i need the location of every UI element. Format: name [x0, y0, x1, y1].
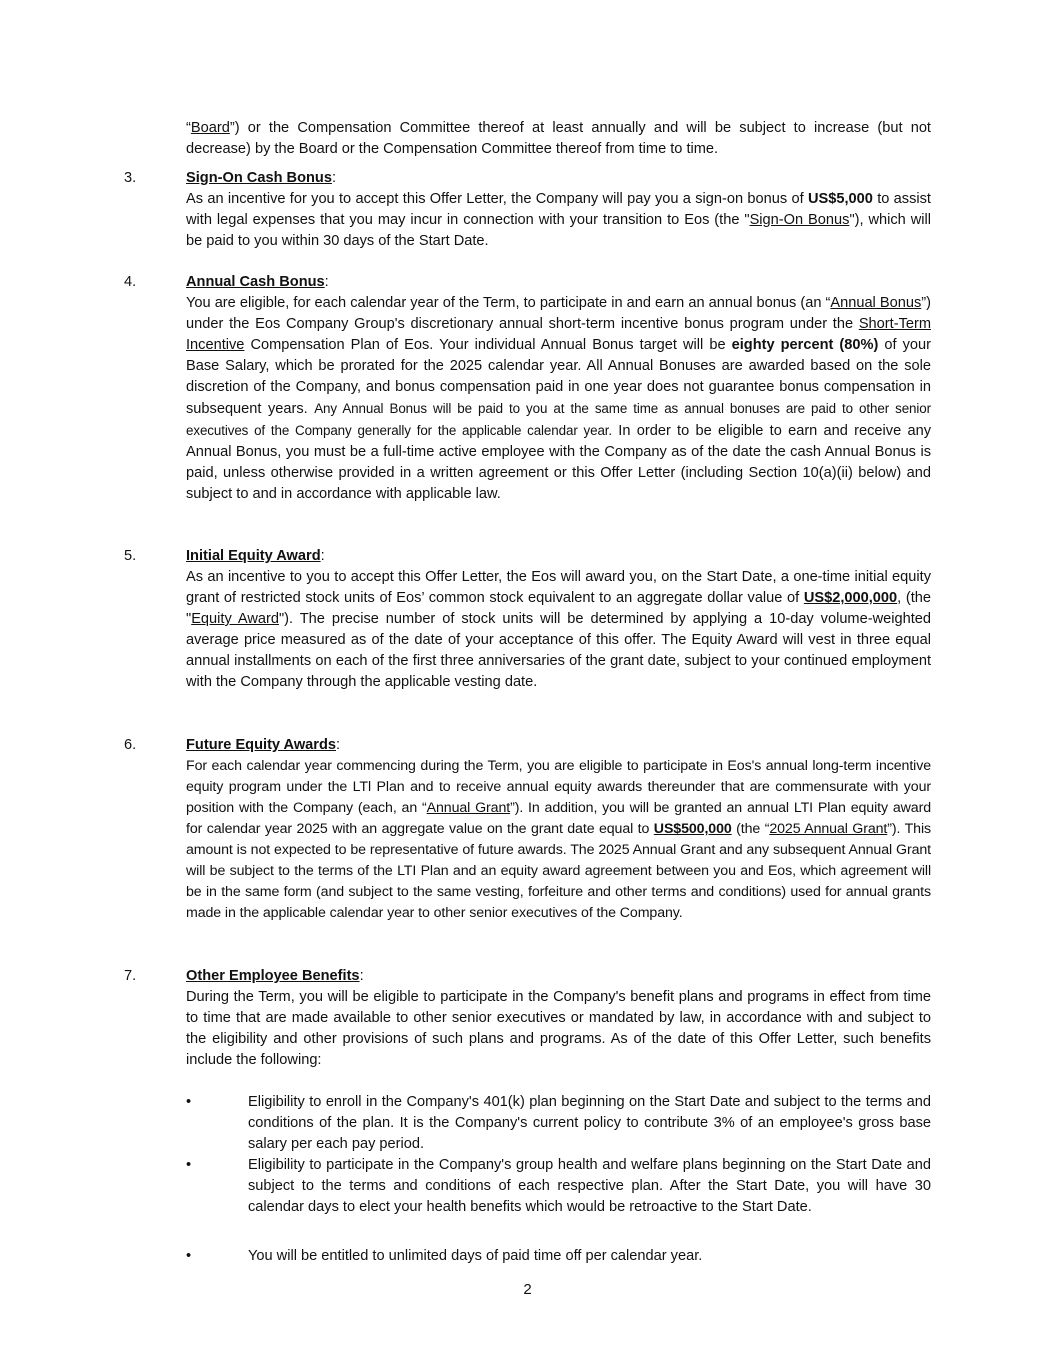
section-5-paragraph	[186, 567, 931, 693]
bullet-marker: •	[186, 1094, 192, 1110]
text: As an incentive for you to accept this Offer Letter, the Company will pay you a sign-on bonus of	[186, 191, 808, 207]
text: (the “	[731, 821, 770, 837]
text: In order to be eligible to earn and receive any Annual Bonus, you must be a full-time active employee with the Company as of the date the cash Annual Bonus is paid, unless otherwise provided in a written agreement or this Offer Letter (including Section 10(a)(ii) below) and subject to and in accordance with applicable law.	[186, 423, 931, 502]
section-5-title: Initial Equity Award	[186, 548, 321, 564]
colon: :	[359, 968, 364, 984]
section-4-heading	[186, 272, 329, 293]
text: For each calendar year commencing during the Term, you are eligible to participate in Eos's annual long-term incentive equity program under the LTl Plan and to receive annual equity awards thereunder that are commensurate with your position with the Company (each, an “	[186, 758, 931, 816]
text: to assist with legal expenses that you may incur in connection with your transition to Eos (the "	[186, 191, 931, 228]
text: "), which will be paid to you within 30 days of the Start Date.	[186, 212, 931, 249]
colon: :	[324, 274, 329, 290]
section-3-heading	[186, 168, 336, 189]
bonus-target-percent: eighty percent (80%)	[731, 337, 879, 353]
text: ”) under the Eos Company Group's discretionary annual short-term incentive bonus program under the	[186, 295, 931, 332]
sign-on-amount: US$5,000	[807, 191, 873, 207]
section-6-paragraph	[186, 756, 931, 924]
defined-term-short-term-incentive: Short-Term Incentive	[186, 316, 931, 353]
section-7-number: 7.	[124, 968, 137, 984]
colon: :	[336, 737, 341, 753]
defined-term-board: Board	[190, 120, 230, 136]
benefit-bullet-401k: Eligibility to enroll in the Company's 401(k) plan beginning on the Start Date and subject to the terms and conditions of the plan. It is the Company's current policy to contribute 3% of an employee's gross base salary per each pay period.	[248, 1094, 931, 1152]
quote-open: “	[186, 120, 191, 136]
bullet-marker: •	[186, 1157, 192, 1173]
section-4-number: 4.	[124, 274, 137, 290]
benefit-bullet-pto: You will be entitled to unlimited days of paid time off per calendar year.	[248, 1248, 703, 1264]
annual-grant-amount: US$500,000	[653, 821, 732, 837]
section-6-number: 6.	[124, 737, 137, 753]
bullet-marker: •	[186, 1248, 192, 1264]
text: ”). In addition, you will be granted an annual LTI Plan equity award for calendar year 2025 with an aggregate value on the grant date equal to	[186, 800, 931, 837]
section-5-number: 5.	[124, 548, 137, 564]
section-4-title: Annual Cash Bonus	[186, 274, 325, 290]
small-text: Any Annual Bonus will be paid to you at the same time as annual bonuses are paid to other senior executives of the Company generally for the applicable calendar year.	[186, 401, 931, 438]
text: "). The precise number of stock units will be determined by applying a 10-day volume-weighted average price measured as of the date of your acceptance of this offer. The Equity Award will vest in three equal annual installments on each of the first three anniversaries of the grant date, subject to your continued employment with the Company through the applicable vesting date.	[186, 611, 931, 690]
section-7-title: Other Employee Benefits	[186, 968, 360, 984]
section-3-paragraph	[186, 189, 931, 252]
text: You are eligible, for each calendar year of the Term, to participate in and earn an annual bonus (an “	[186, 295, 831, 311]
benefit-bullet-health: Eligibility to participate in the Company's group health and welfare plans beginning on the Start Date and subject to the terms and conditions of each respective plan. After the Start Date, you will have 30 calendar days to elect your health benefits which would be retroactive to the Start Date.	[248, 1157, 931, 1215]
page-number: 2	[523, 1281, 532, 1298]
text: , (the "	[186, 590, 932, 627]
defined-term-sign-on-bonus: Sign-On Bonus	[749, 212, 850, 228]
text: ”). This amount is not expected to be representative of future awards. The 2025 Annual Grant and any subsequent Annual Grant will be subject to the terms of the LTI Plan and an equity award agreement between you and Eos, which agreement will be in the same form (and subject to the same vesting, forfeiture and other terms and conditions) used for annual grants made in the applicable calendar year to other senior executives of the Company.	[186, 821, 931, 921]
text: of your Base Salary, which be prorated for the 2025 calendar year. All Annual Bonuses are awarded based on the sole discretion of the Company, and bonus compensation paid in one year does not guarantee bonus compensation in subsequent years.	[186, 337, 932, 417]
defined-term-equity-award: Equity Award	[191, 611, 279, 627]
text: Compensation Plan of Eos. Your individual Annual Bonus target will be	[244, 337, 732, 353]
equity-award-amount: US$2,000,000	[803, 590, 898, 606]
text: As an incentive to you to accept this Offer Letter, the Eos will award you, on the Start Date, a one-time initial equity grant of restricted stock units of Eos’ common stock equivalent to an aggregate dollar value of	[186, 569, 931, 606]
intro-text: ”) or the Compensation Committee thereof at least annually and will be subject to increase (but not decrease) by the Board or the Compensation Committee thereof from time to time.	[186, 120, 931, 157]
colon: :	[320, 548, 325, 564]
section-6-heading	[186, 735, 340, 756]
section-7-paragraph: During the Term, you will be eligible to participate in the Company's benefit plans and programs in effect from time to time that are made available to other senior executives or mandated by law, in accordance with and subject to the eligibility and other provisions of such plans and programs. As of the date of this Offer Letter, such benefits include the following:	[186, 989, 931, 1068]
section-5-heading	[186, 546, 325, 567]
section-6-title: Future Equity Awards	[186, 737, 337, 753]
section-4-paragraph	[186, 293, 931, 505]
defined-term-2025-annual-grant: 2025 Annual Grant	[769, 821, 888, 837]
section-3-number: 3.	[124, 170, 137, 186]
section-3-title: Sign-On Cash Bonus	[186, 170, 332, 186]
section-7-heading	[186, 966, 364, 987]
defined-term-annual-grant: Annual Grant	[426, 800, 511, 816]
intro-paragraph	[186, 118, 931, 160]
defined-term-annual-bonus: Annual Bonus	[830, 295, 922, 311]
colon: :	[331, 170, 336, 186]
